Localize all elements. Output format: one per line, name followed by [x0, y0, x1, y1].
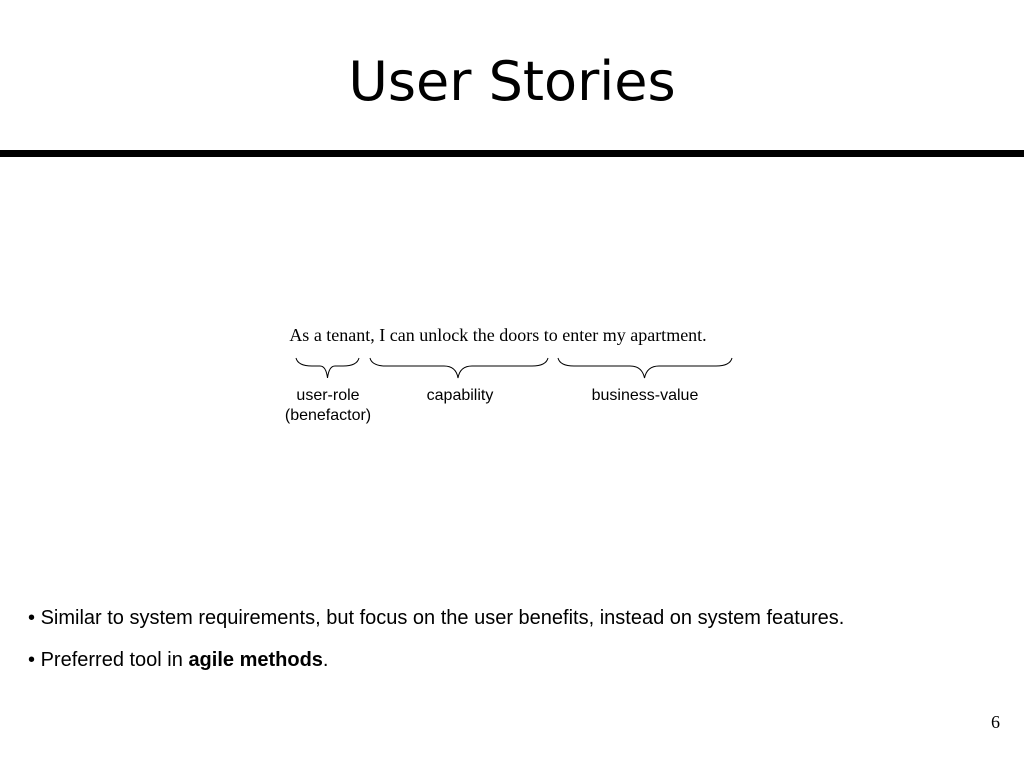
user-role-label-line2: (benefactor) — [284, 407, 372, 424]
business-value-label: business-value — [591, 387, 699, 404]
bullet-list — [28, 605, 1008, 689]
page-number: 6 — [991, 712, 1000, 732]
bullet-text-suffix: . — [322, 649, 329, 671]
user-story-sentence: As a tenant, I can unlock the doors to enter my apartment. — [289, 325, 707, 345]
bullet-text-prefix: Preferred tool in — [40, 649, 189, 671]
story-braces — [0, 350, 1024, 386]
capability-brace — [370, 358, 548, 378]
bullet-marker: • — [28, 649, 36, 671]
bullet-item-preferred — [28, 647, 1008, 673]
user-role-label — [262, 386, 394, 426]
user-role-label-line1: user-role — [296, 387, 360, 404]
title-divider — [0, 150, 1024, 157]
user-role-brace — [296, 358, 359, 378]
bullet-item-similar — [28, 605, 1008, 631]
business-value-brace — [558, 358, 732, 378]
bullet-marker: • — [28, 607, 36, 629]
capability-label: capability — [426, 387, 494, 404]
bullet-emphasis: agile methods — [188, 649, 323, 671]
bullet-text: Similar to system requirements, but focus on the user benefits, instead on system features. — [40, 607, 845, 629]
slide-title: User Stories — [348, 50, 676, 113]
